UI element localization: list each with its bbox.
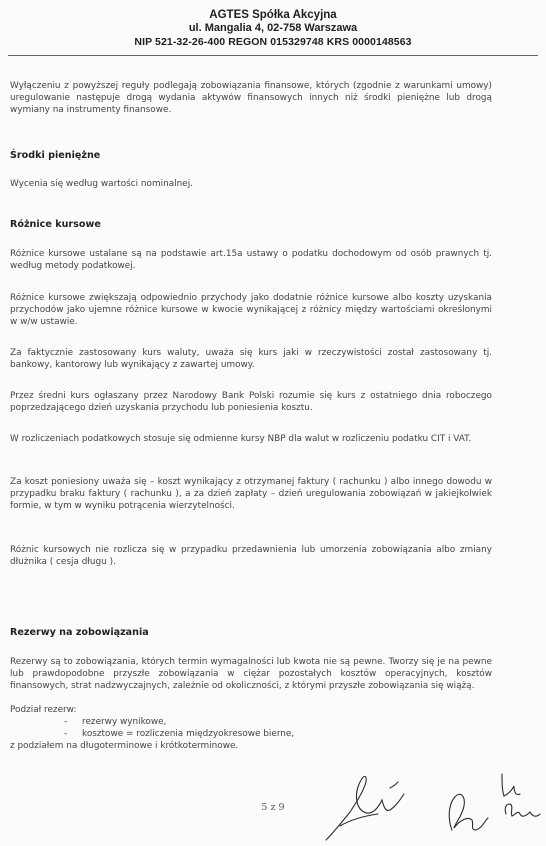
fx-paragraph-2: Różnice kursowe zwiększają odpowiednio przychody jako dodatnie różnice kursowe albo koszty uzyskania przychodów jako ujemne różnice kursowe w kwocie wynikającej z różnicy między wartościami określonymi w w/w ustawie.	[10, 293, 492, 327]
section-heading-fx: Różnice kursowe	[10, 219, 101, 230]
list-item-text: kosztowe = rozliczenia międzyokresowe bierne,	[82, 729, 295, 739]
list-item-text: rezerwy wynikowe,	[82, 717, 167, 727]
letterhead	[0, 8, 546, 49]
company-name: AGTES Spółka Akcyjna	[209, 9, 337, 21]
company-address: ul. Mangalia 4, 02-758 Warszawa	[188, 22, 358, 34]
fx-paragraph-4: Przez średni kurs ogłaszany przez Narodowy Bank Polski rozumie się kurs z ostatniego dnia roboczego poprzedzającego dzień uzyskania przychodu lub poniesienia kosztu.	[10, 391, 492, 413]
cash-paragraph: Wycenia się według wartości nominalnej.	[10, 179, 193, 189]
company-ids: NIP 521-32-26-400 REGON 015329748 KRS 0000148563	[134, 36, 412, 48]
section-heading-reserves: Rezerwy na zobowiązania	[10, 627, 149, 638]
list-item: - rezerwy wynikowe,	[64, 717, 167, 727]
list-item: - kosztowe = rozliczenia międzyokresowe bierne,	[64, 729, 295, 739]
fx-paragraph-7: Różnic kursowych nie rozlicza się w przypadku przedawnienia lub umorzenia zobowiązania albo zmiany dłużnika ( cesja długu ).	[10, 545, 492, 567]
reserves-paragraph: Rezerwy są to zobowiązania, których termin wymagalności lub kwota nie są pewne. Tworzy się je na pewne lub prawdopodobne przyszłe zobowiązania w ciężar pozostałych kosztów operacyjnych, kosztów finansowych, strat nadzwyczajnych, zależnie od okoliczności, z którymi przyszłe zobowiązania się wiążą.	[10, 657, 492, 691]
fx-paragraph-5: W rozliczeniach podatkowych stosuje się odmienne kursy NBP dla walut w rozliczeniu podatku CIT i VAT.	[10, 434, 472, 444]
signature-1-icon	[326, 776, 404, 840]
header-divider	[8, 55, 538, 56]
section-heading-cash: Środki pieniężne	[10, 150, 101, 161]
fx-paragraph-6: Za koszt poniesiony uważa się – koszt wynikający z otrzymanej faktury ( rachunku ) albo innego dowodu w przypadku braku faktury ( rachunku ), a za dzień zapłaty – dzień uregulowania zobowiązań w jakiejkolwiek formie, w tym w wyniku potrącenia wierzytelności.	[10, 477, 492, 511]
initials-icon	[502, 774, 540, 816]
signatures-area	[320, 760, 546, 846]
page-number: 5 z 9	[261, 802, 285, 813]
reserves-closing: z podziałem na długoterminowe i krótkoterminowe.	[10, 741, 239, 751]
fx-paragraph-3: Za faktycznie zastosowany kurs waluty, uważa się kurs jaki w rzeczywistości został zastosowany tj. bankowy, kantorowy lub wynikający z zawartej umowy.	[10, 348, 492, 370]
reserves-split-label: Podział rezerw:	[10, 705, 77, 715]
fx-paragraph-1: Różnice kursowe ustalane są na podstawie art.15a ustawy o podatku dochodowym od osób prawnych tj. według metody podatkowej.	[10, 249, 492, 271]
intro-paragraph: Wyłączeniu z powyższej reguły podlegają zobowiązania finansowe, których (zgodnie z warunkami umowy) uregulowanie następuje drogą wydania aktywów finansowych innych niż środki pieniężne lub drogą wymiany na instrumenty finansowe.	[10, 81, 492, 115]
signature-2-icon	[449, 794, 488, 830]
